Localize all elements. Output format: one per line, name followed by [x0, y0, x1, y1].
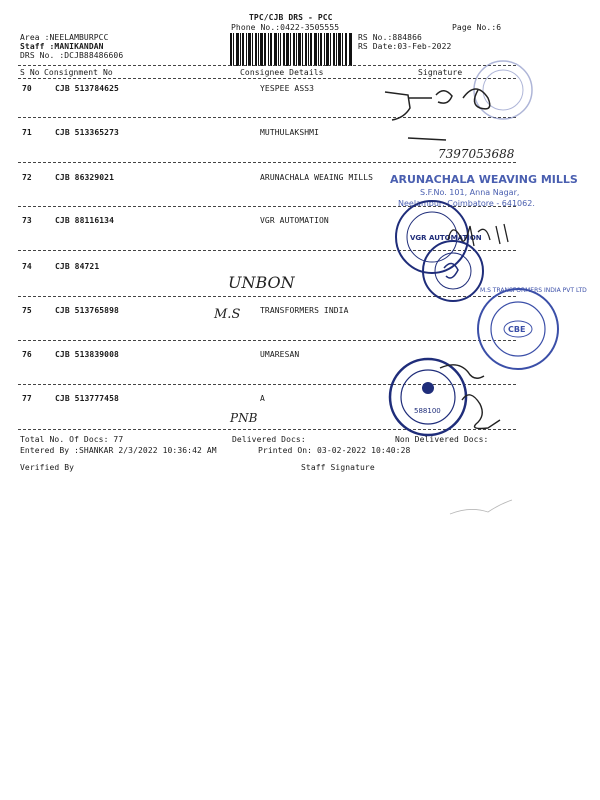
staff-signature-label: Staff Signature — [301, 463, 375, 472]
row-sno: 72 — [22, 173, 32, 182]
arunachala-stamp-line1: ARUNACHALA WEAVING MILLS — [390, 173, 578, 186]
row-consignment: CJB 513365273 — [55, 128, 119, 137]
area-label: Area :NEELAMBURPCC — [20, 33, 109, 42]
bank-stamp-number: 588100 — [414, 407, 441, 415]
row-consignment: CJB 88116134 — [55, 216, 114, 225]
non-delivered-docs: Non Delivered Docs: — [395, 435, 489, 444]
vgr-stamp-label: VGR AUTOMATION — [410, 234, 482, 242]
row-consignment: CJB 513784625 — [55, 84, 119, 93]
printed-on: Printed On: 03-02-2022 10:40:28 — [258, 446, 411, 455]
row-sno: 76 — [22, 350, 32, 359]
handwritten-phone: 7397053688 — [438, 147, 515, 161]
transformers-stamp-center: CBE — [508, 325, 526, 334]
row-sno: 77 — [22, 394, 32, 403]
row-consignee: A — [260, 394, 265, 403]
drs-number: DRS No. :DCJB88486606 — [20, 51, 124, 60]
staff-label: Staff :MANIKANDAN — [20, 42, 104, 51]
row-consignment: CJB 86329021 — [55, 173, 114, 182]
rs-date: RS Date:03-Feb-2022 — [358, 42, 452, 51]
row-consignment: CJB 513839008 — [55, 350, 119, 359]
handwritten-pnb: PNB — [230, 411, 258, 425]
signature-row-76 — [440, 365, 484, 378]
delivered-docs: Delivered Docs: — [232, 435, 306, 444]
row-consignee: YESPEE ASS3 — [260, 84, 315, 93]
row-consignee: UMARESAN — [260, 350, 300, 359]
arunachala-stamp-line3: Neelambur, Coimbatore - 641062. — [398, 199, 535, 208]
row-consignee: TRANSFORMERS INDIA — [260, 306, 349, 315]
verified-by: Verified By — [20, 463, 75, 472]
total-docs: Total No. Of Docs: 77 — [20, 435, 124, 444]
bank-stamp — [390, 359, 466, 435]
row-sno: 70 — [22, 84, 32, 93]
col-sno: S No — [20, 68, 40, 77]
handwritten-ms: M.S — [214, 307, 241, 322]
row-consignee: MUTHULAKSHMI — [260, 128, 319, 137]
arunachala-stamp-line2: S.F.No. 101, Anna Nagar, — [420, 188, 520, 197]
row-consignment: CJB 513765898 — [55, 306, 119, 315]
transformers-stamp-ring: M.S TRANSFORMERS INDIA PVT LTD — [480, 287, 587, 294]
transformers-stamp — [478, 287, 587, 369]
handwritten-unbon: UNBON — [228, 273, 295, 292]
row-sno: 73 — [22, 216, 32, 225]
signature-row-77 — [462, 395, 500, 429]
faded-round-stamp — [474, 61, 532, 119]
row-consignment: CJB 84721 — [55, 262, 100, 271]
rs-number: RS No.:884866 — [358, 33, 422, 42]
row-sno: 71 — [22, 128, 32, 137]
entered-by: Entered By :SHANKAR 2/3/2022 10:36:42 AM — [20, 446, 217, 455]
pencil-marks — [450, 500, 512, 514]
row-sno: 75 — [22, 306, 32, 315]
col-consignment: Consignment No — [44, 68, 113, 77]
row-consignee: ARUNACHALA WEAING MILLS — [260, 173, 374, 182]
row-sno: 74 — [22, 262, 32, 271]
signature-row-71-dash — [408, 138, 446, 140]
phone-number: Phone No.:0422-3505555 — [231, 23, 340, 32]
col-consignee: Consignee Details — [240, 68, 324, 77]
col-signature: Signature — [418, 68, 463, 77]
row-consignee: VGR AUTOMATION — [260, 216, 329, 225]
doc-title: TPC/CJB DRS - PCC — [249, 13, 333, 22]
row-consignment: CJB 513777458 — [55, 394, 119, 403]
page-number: Page No.:6 — [452, 23, 502, 32]
